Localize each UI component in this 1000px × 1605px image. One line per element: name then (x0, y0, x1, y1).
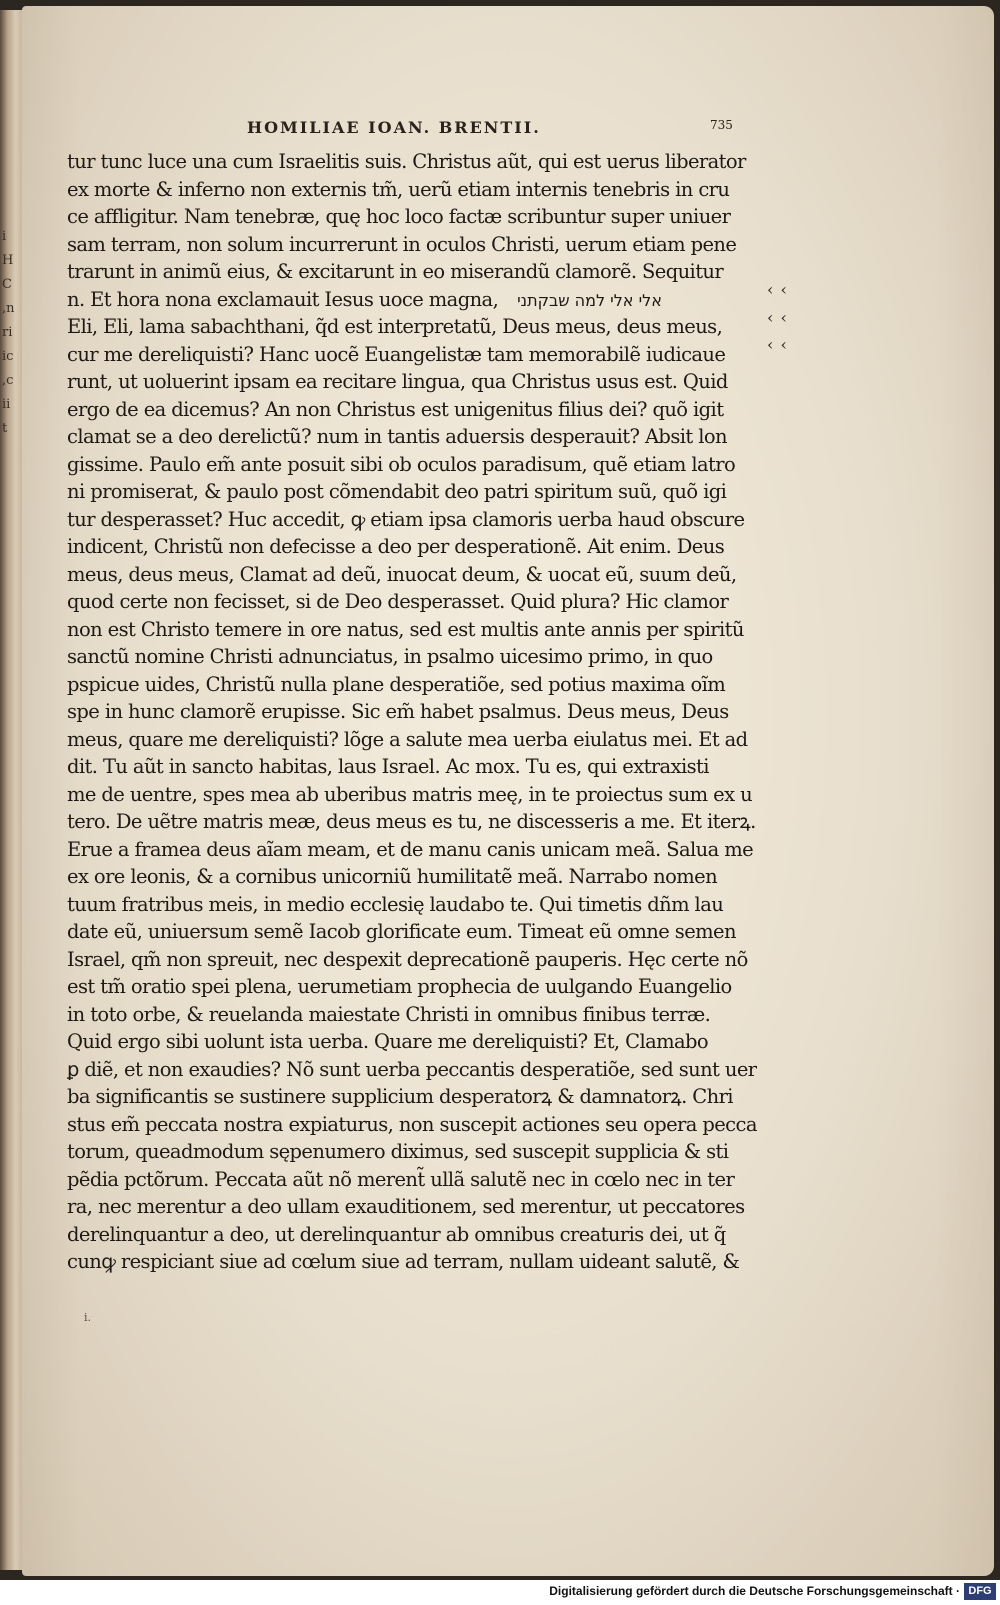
text-line: meus, quare me dereliquisti? lõge a salute mea uerba eiulatus mei. Et ad (67, 727, 748, 751)
quote-mark: ‹ ‹ (767, 307, 788, 327)
text-line: ex morte & inferno non externis tm̃, uerũ etiam internis tenebris in cru (67, 177, 730, 201)
text-line: trarunt in animũ eius, & excitarunt in eo miserandũ clamorẽ. Sequitur (67, 260, 724, 283)
text-line: ex ore leonis, & a cornibus unicorniũ humilitatẽ meã. Narrabo nomen (67, 865, 718, 888)
text-line: spe in hunc clamorẽ erupisse. Sic em̃ habet psalmus. Deus meus, Deus (67, 700, 729, 723)
text-line: torum, queadmodum sępenumero diximus, sed suscepit supplicia & sti (67, 1140, 729, 1163)
text-line: cunꝙ respiciant siue ad cœlum siue ad terram, nullam uideant salutẽ, & (67, 1250, 740, 1273)
text-line: tuum fratribus meis, in medio ecclesię laudabo te. Qui timetis dñm lau (67, 892, 724, 916)
text-line: ce affligitur. Nam tenebræ, quę hoc loco factæ scribuntur super uniuer (67, 205, 731, 228)
dfg-logo: DFG (964, 1583, 996, 1600)
text-line: in toto orbe, & reuelanda maiestate Christi in omnibus finibus terræ. (67, 1002, 711, 1026)
text-line: derelinquantur a deo, ut derelinquantur ab omnibus creaturis dei, ut q̃ (67, 1222, 726, 1246)
text-line: tero. De uẽtre matris meæ, deus meus es tu, ne discesseris a me. Et iterꝝ. (67, 810, 756, 833)
stray-mark: i. (84, 1311, 92, 1324)
footer-bar (0, 1580, 1000, 1605)
running-head: HOMILIAE IOAN. BRENTII. (247, 118, 541, 137)
text-line: stus em̃ peccata nostra expiaturus, non suscepit actiones seu opera pecca (67, 1112, 757, 1136)
text-line: clamat se a deo derelictũ? num in tantis aduersis desperauit? Absit lon (67, 425, 727, 448)
text-line: sam terram, non solum incurrerunt in oculos Christi, uerum etiam pene (67, 232, 737, 256)
text-line: tur tunc luce una cum Israelitis suis. Christus aũt, qui est uerus liberator (67, 150, 746, 173)
text-line: cur me dereliquisti? Hanc uocẽ Euangelistæ tam memorabilẽ iudicaue (67, 342, 726, 366)
text-line: Quid ergo sibi uolunt ista uerba. Quare me dereliquisti? Et, Clamabo (67, 1030, 709, 1053)
text-line: ra, nec merentur a deo ullam exauditionem, sed merentur, ut peccatores (67, 1195, 745, 1218)
funding-credit: Digitalisierung gefördert durch die Deutsche Forschungsgemeinschaft · (549, 1584, 960, 1598)
facing-page-text-fragments: i H C ,n ri ic ,c ii t (2, 229, 15, 436)
quote-mark: ‹ ‹ (767, 280, 788, 299)
text-line-with-hebrew (67, 286, 757, 314)
text-line: ergo de ea dicemus? An non Christus est unigenitus filius dei? quõ igit (67, 397, 724, 421)
text-line: Erue a framea deus aĩam meam, et de manu canis unicam meã. Salua me (67, 837, 754, 861)
text-line: gissime. Paulo em̃ ante posuit sibi ob oculos paradisum, quẽ etiam latro (67, 452, 736, 476)
text-line: Eli, Eli, lama sabachthani, q̃d est interpretatũ, Deus meus, deus meus, (67, 315, 723, 338)
text-line: ba significantis se sustinere supplicium desperatorꝝ & damnatorꝝ. Chri (67, 1085, 733, 1108)
text-line: indicent, Christũ non defecisse a deo per desperationẽ. Ait enim. Deus (67, 535, 725, 558)
quote-mark: ‹ ‹ (767, 335, 788, 354)
marginal-quote-marks (767, 276, 788, 359)
text-line: pẽdia pctõrum. Peccata aũt nõ merent̃ ullã salutẽ nec in cœlo nec in ter (67, 1167, 735, 1191)
text-line: n. Et hora nona exclamauit Iesus uoce magna, (67, 287, 499, 311)
text-line: date eũ, uniuersum semẽ Iacob glorificate eum. Timeat eũ omne semen (67, 920, 736, 943)
text-line: ꝑ diẽ, et non exaudies? Nõ sunt uerba peccantis desperatiõe, sed sunt uer (67, 1057, 757, 1081)
text-line: non est Christo temere in ore natus, sed est multis ante annis per spiritũ (67, 617, 744, 641)
text-line: quod certe non fecisset, si de Deo desperasset. Quid plura? Hic clamor (67, 590, 729, 613)
text-line: tur desperasset? Huc accedit, ꝙ etiam ipsa clamoris uerba haud obscure (67, 507, 745, 531)
text-line: pspicue uides, Christũ nulla plane desperatiõe, sed potius maxima oĩm (67, 672, 726, 696)
book-page (22, 6, 994, 1576)
text-line: me de uentre, spes mea ab uberibus matris meę, in te proiectus sum ex u (67, 782, 753, 806)
text-line: ni promiserat, & paulo post cõmendabit deo patri spiritum suũ, quõ igi (67, 480, 727, 503)
text-line: est tm̃ oratio spei plena, uerumetiam prophecia de uulgando Euangelio (67, 975, 732, 998)
page-number: 735 (710, 118, 733, 132)
text-line: dit. Tu aũt in sancto habitas, laus Israel. Ac mox. Tu es, qui extraxisti (67, 755, 709, 778)
text-line: sanctũ nomine Christi adnunciatus, in psalmo uicesimo primo, in quo (67, 645, 713, 668)
text-line: runt, ut uoluerint ipsam ea recitare lingua, qua Christus usus est. Quid (67, 370, 728, 393)
text-line: meus, deus meus, Clamat ad deũ, inuocat deum, & uocat eũ, suum deũ, (67, 562, 737, 586)
hebrew-phrase: אלי אלי למה שבקתני (517, 290, 662, 310)
facing-page-edge (0, 10, 22, 1570)
body-text (67, 148, 757, 1276)
text-line: Israel, qm̃ non spreuit, nec despexit deprecationẽ pauperis. Hęc certe nõ (67, 947, 748, 971)
